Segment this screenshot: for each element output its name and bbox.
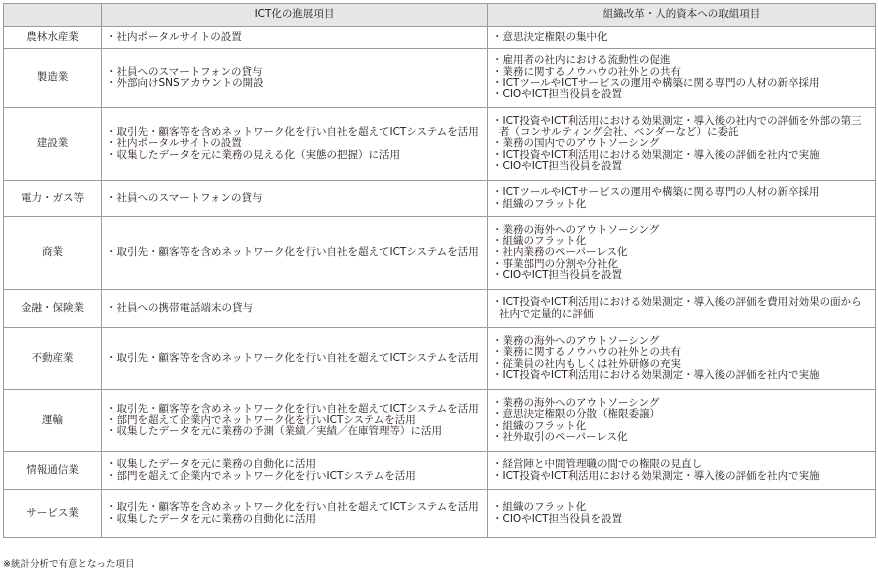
table-row	[4, 181, 876, 217]
list-item: ・意思決定権限の集中化	[492, 30, 608, 43]
ict-organization-table	[3, 3, 876, 538]
list-item: ・社内ポータルサイトの設置	[106, 137, 242, 150]
ict-item-list	[106, 459, 483, 482]
table-row	[4, 490, 876, 538]
org-item-list	[492, 398, 871, 443]
org-reform-cell	[488, 217, 876, 290]
ict-progress-cell	[102, 108, 488, 181]
industry-cell: 製造業	[4, 49, 102, 108]
ict-progress-cell	[102, 328, 488, 390]
ict-progress-cell	[102, 452, 488, 490]
list-item: ・社員へのスマートフォンの貸与	[106, 191, 263, 204]
org-item-list	[492, 55, 871, 100]
list-item: ・ICT投資やICT利活用における効果測定・導入後の社内での評価を外部の第三者（コンサルティング会社、ベンダーなど）に委託	[492, 114, 862, 139]
list-item: ・社員へのスマートフォンの貸与	[106, 65, 263, 78]
list-item: ・CIOやICT担当役員を設置	[492, 268, 623, 281]
ict-item-list	[106, 67, 483, 90]
industry-cell: 電力・ガス等	[4, 181, 102, 217]
org-reform-cell	[488, 290, 876, 328]
table-row	[4, 290, 876, 328]
ict-item-list	[106, 127, 483, 161]
table-row	[4, 27, 876, 49]
ict-item-list	[106, 193, 483, 204]
list-item: ・部門を超えて企業内でネットワーク化を行いICTシステムを活用	[106, 413, 416, 426]
ict-progress-cell	[102, 181, 488, 217]
list-item: ・業務の海外へのアウトソーシング	[492, 334, 660, 347]
industry-cell: 建設業	[4, 108, 102, 181]
org-reform-cell	[488, 490, 876, 538]
ict-item-list	[106, 32, 483, 43]
list-item: ・外部向けSNSアカウントの開設	[106, 77, 264, 89]
table-row	[4, 452, 876, 490]
ict-item-list	[106, 303, 483, 314]
list-item: ・業務に関するノウハウの社外との共有	[492, 346, 681, 359]
list-item: ・ICTツールやICTサービスの運用や構築に関る専門の人材の新卒採用	[492, 186, 820, 199]
org-item-list	[492, 187, 871, 210]
list-item: ・取引先・顧客等を含めネットワーク化を行い自社を超えてICTシステムを活用	[106, 126, 479, 139]
list-item: ・業務の国内でのアウトソーシング	[492, 137, 660, 150]
table-row	[4, 390, 876, 452]
org-item-list	[492, 502, 871, 525]
list-item: ・組織のフラット化	[492, 501, 587, 514]
list-item: ・収集したデータを元に業務の自動化に活用	[106, 512, 316, 525]
header-row	[4, 4, 876, 27]
list-item: ・ICT投資やICT利活用における効果測定・導入後の評価を社内で実施	[492, 368, 820, 381]
org-reform-cell	[488, 108, 876, 181]
list-item: ・ICT投資やICT利活用における効果測定・導入後の評価を社内で実施	[492, 148, 820, 161]
header-ict-progress: ICT化の進展項目	[102, 4, 488, 27]
list-item: ・ICT投資やICT利活用における効果測定・導入後の評価を費用対効果の面から社内で定量的に評価	[492, 296, 862, 320]
list-item: ・取引先・顧客等を含めネットワーク化を行い自社を超えてICTシステムを活用	[106, 351, 479, 364]
org-reform-cell	[488, 27, 876, 49]
org-reform-cell	[488, 49, 876, 108]
ict-item-list	[106, 404, 483, 438]
list-item: ・部門を超えて企業内でネットワーク化を行いICTシステムを活用	[106, 469, 416, 482]
industry-cell: 運輸	[4, 390, 102, 452]
ict-progress-cell	[102, 290, 488, 328]
list-item: ・取引先・顧客等を含めネットワーク化を行い自社を超えてICTシステムを活用	[106, 246, 479, 259]
ict-item-list	[106, 247, 483, 258]
org-item-list	[492, 32, 871, 43]
header-org-reform: 組織改革・人的資本への取組項目	[488, 4, 876, 27]
industry-cell: 商業	[4, 217, 102, 290]
list-item: ・事業部門の分割や分社化	[492, 257, 618, 270]
list-item: ・CIOやICT担当役員を設置	[492, 159, 623, 172]
org-reform-cell	[488, 390, 876, 452]
list-item: ・社外取引のペーパーレス化	[492, 430, 628, 443]
org-item-list	[492, 116, 871, 172]
org-reform-cell	[488, 328, 876, 390]
ict-progress-cell	[102, 490, 488, 538]
industry-cell: 金融・保険業	[4, 290, 102, 328]
ict-progress-cell	[102, 49, 488, 108]
list-item: ・収集したデータを元に業務の見える化（実態の把握）に活用	[106, 148, 400, 161]
org-item-list	[492, 459, 871, 482]
industry-cell: 情報通信業	[4, 452, 102, 490]
list-item: ・業務の海外へのアウトソーシング	[492, 223, 660, 236]
table-row	[4, 49, 876, 108]
table-row	[4, 217, 876, 290]
org-item-list	[492, 225, 871, 281]
ict-progress-cell	[102, 217, 488, 290]
list-item: ・社員への携帯電話端末の貸与	[106, 301, 253, 314]
list-item: ・意思決定権限の分散（権限委譲）	[492, 408, 660, 421]
list-item: ・社内ポータルサイトの設置	[106, 30, 242, 43]
ict-progress-cell	[102, 390, 488, 452]
industry-cell: 不動産業	[4, 328, 102, 390]
footnote: ※統計分析で有意となった項目	[3, 559, 135, 570]
ict-item-list	[106, 502, 483, 525]
table-row	[4, 328, 876, 390]
ict-progress-cell	[102, 27, 488, 49]
list-item: ・社内業務のペーパーレス化	[492, 246, 628, 259]
list-item: ・CIOやICT担当役員を設置	[492, 512, 623, 525]
list-item: ・ICTツールやICTサービスの運用や構築に関る専門の人材の新卒採用	[492, 77, 820, 89]
list-item: ・業務に関するノウハウの社外との共有	[492, 65, 681, 78]
ict-item-list	[106, 353, 483, 364]
list-item: ・雇用者の社内における流動性の促進	[492, 54, 671, 67]
header-industry	[4, 4, 102, 27]
org-item-list	[492, 336, 871, 381]
org-reform-cell	[488, 181, 876, 217]
list-item: ・業務の海外へのアウトソーシング	[492, 396, 660, 409]
list-item: ・ICT投資やICT利活用における効果測定・導入後の評価を社内で実施	[492, 469, 820, 482]
industry-cell: 農林水産業	[4, 27, 102, 49]
list-item: ・取引先・顧客等を含めネットワーク化を行い自社を超えてICTシステムを活用	[106, 501, 479, 514]
list-item: ・従業員の社内もしくは社外研修の充実	[492, 357, 681, 370]
list-item: ・収集したデータを元に業務の予測（業績／実績／在庫管理等）に活用	[106, 425, 442, 438]
list-item: ・組織のフラット化	[492, 419, 587, 432]
list-item: ・取引先・顧客等を含めネットワーク化を行い自社を超えてICTシステムを活用	[106, 402, 479, 415]
list-item: ・経営陣と中間管理職の間での権限の見直し	[492, 458, 702, 471]
list-item: ・組織のフラット化	[492, 197, 587, 210]
table-body	[4, 27, 876, 538]
list-item: ・組織のフラット化	[492, 235, 587, 248]
table-row	[4, 108, 876, 181]
list-item: ・収集したデータを元に業務の自動化に活用	[106, 458, 316, 471]
org-reform-cell	[488, 452, 876, 490]
list-item: ・CIOやICT担当役員を設置	[492, 88, 623, 101]
org-item-list	[492, 297, 871, 320]
industry-cell: サービス業	[4, 490, 102, 538]
